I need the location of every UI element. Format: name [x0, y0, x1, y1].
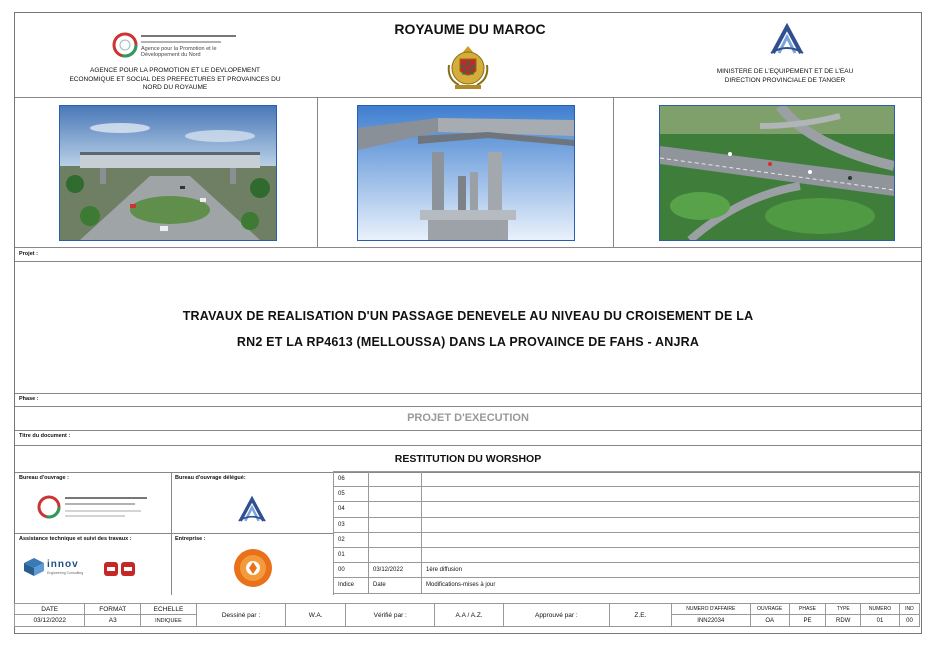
divider: [15, 445, 921, 446]
revision-date: [369, 502, 422, 517]
revision-row: [334, 563, 920, 578]
ind-label: IND: [899, 604, 919, 615]
divider: [15, 533, 333, 534]
format-value: A3: [85, 615, 141, 627]
revision-header-modif: Modifications-mises à jour: [422, 578, 920, 593]
revision-date: [369, 532, 422, 547]
agency-logo: Agence pour la Promotion et le Développement du Nord: [111, 27, 241, 63]
document-title: RESTITUTION DU WORSHOP: [394, 453, 542, 465]
divider: [613, 97, 614, 247]
type-value: RDW: [826, 615, 861, 627]
revision-row: [334, 472, 920, 487]
phase-label: Phase :: [19, 396, 39, 402]
rendering-bridge-pier-image: [357, 105, 575, 241]
numero-value: 01: [861, 615, 900, 627]
revision-row: [334, 502, 920, 517]
revision-modif: [422, 487, 920, 502]
revision-modif: 1ère diffusion: [422, 563, 920, 578]
revision-modif: [422, 472, 920, 487]
innov-logo: innov Engineering Consulting: [23, 557, 87, 581]
titre-document-label: Titre du document :: [19, 433, 71, 439]
partner-logo: [103, 561, 137, 577]
revision-indice: 04: [334, 502, 369, 517]
project-title-line-2: RN2 ET LA RP4613 (MELLOUSSA) DANS LA PROVAINCE DE FAHS - ANJRA: [236, 335, 700, 349]
entreprise-label: Entreprise :: [175, 536, 206, 542]
phase-value: PROJET D'EXECUTION: [407, 412, 529, 424]
revision-indice: 02: [334, 532, 369, 547]
revision-modif: [422, 532, 920, 547]
revision-indice: 05: [334, 487, 369, 502]
revision-modif: [422, 547, 920, 562]
project-title-line-1: TRAVAUX DE REALISATION D'UN PASSAGE DENEVELE AU NIVEAU DU CROISEMENT DE LA: [182, 309, 754, 323]
approuve-label: Approuvé par :: [503, 604, 609, 627]
revision-date: 03/12/2022: [369, 563, 422, 578]
verifie-label: Vérifié par :: [346, 604, 435, 627]
divider: [317, 97, 318, 247]
revision-date: [369, 517, 422, 532]
type-label: TYPE: [826, 604, 861, 615]
approuve-value: Z.E.: [609, 604, 671, 627]
phase-label: PHASE: [789, 604, 826, 615]
agency-logo: [35, 489, 151, 525]
num-affaire-label: NUMERO D'AFFAIRE: [671, 604, 750, 615]
kingdom-title: ROYAUME DU MAROC: [394, 21, 546, 37]
divider: [15, 406, 921, 407]
revision-indice: 00: [334, 563, 369, 578]
revision-header-row: [334, 578, 920, 593]
ministry-logo: [237, 495, 267, 525]
revision-indice: 06: [334, 472, 369, 487]
rendering-roundabout-image: [59, 105, 277, 241]
revision-row: [334, 487, 920, 502]
revision-header-indice: Indice: [334, 578, 369, 593]
assistance-label: Assistance technique et suivi des travaux :: [19, 536, 132, 542]
footer-title-block: [14, 603, 920, 627]
revision-row: [334, 532, 920, 547]
bureau-ouvrage-label: Bureau d'ouvrage :: [19, 475, 69, 481]
divider: [15, 430, 921, 431]
projet-label: Projet :: [19, 251, 38, 257]
ministry-logo: [769, 23, 805, 57]
numero-label: NUMERO: [861, 604, 900, 615]
bureau-delegue-label: Bureau d'ouvrage délégué:: [175, 475, 246, 481]
rendering-aerial-interchange-image: [659, 105, 895, 241]
echelle-label: ECHELLE: [141, 604, 197, 615]
revision-date: [369, 547, 422, 562]
entreprise-logo: [233, 548, 273, 588]
revision-date: [369, 472, 422, 487]
revision-row: [334, 517, 920, 532]
date-label: DATE: [15, 604, 85, 615]
revision-indice: 01: [334, 547, 369, 562]
revision-table: [333, 471, 920, 594]
ind-value: 00: [899, 615, 919, 627]
dessine-label: Dessiné par :: [196, 604, 285, 627]
revision-indice: 03: [334, 517, 369, 532]
revision-modif: [422, 517, 920, 532]
revision-modif: [422, 502, 920, 517]
divider: [15, 97, 921, 98]
ouvrage-label: OUVRAGE: [750, 604, 789, 615]
format-label: FORMAT: [85, 604, 141, 615]
agency-name: AGENCE POUR LA PROMOTION ET LE DEVLOPEMENT ECONOMIQUE ET SOCIAL DES PREFECTURES ET PROVAINCES DU NORD DU ROYAUME: [69, 67, 281, 91]
coat-of-arms-emblem: [443, 43, 493, 93]
date-value: 03/12/2022: [15, 615, 85, 627]
revision-header-date: Date: [369, 578, 422, 593]
verifie-value: A.A / A.Z.: [435, 604, 503, 627]
ouvrage-value: OA: [750, 615, 789, 627]
num-affaire-value: INN22034: [671, 615, 750, 627]
divider: [15, 247, 921, 248]
dessine-value: W.A.: [286, 604, 346, 627]
revision-date: [369, 487, 422, 502]
divider: [15, 261, 921, 262]
divider: [15, 393, 921, 394]
revision-row: [334, 547, 920, 562]
echelle-value: INDIQUEE: [141, 615, 197, 627]
phase-value-cell: PE: [789, 615, 826, 627]
ministry-name: MINISTERE DE L'EQUIPEMENT ET DE L'EAU DIRECTION PROVINCIALE DE TANGER: [716, 68, 854, 84]
